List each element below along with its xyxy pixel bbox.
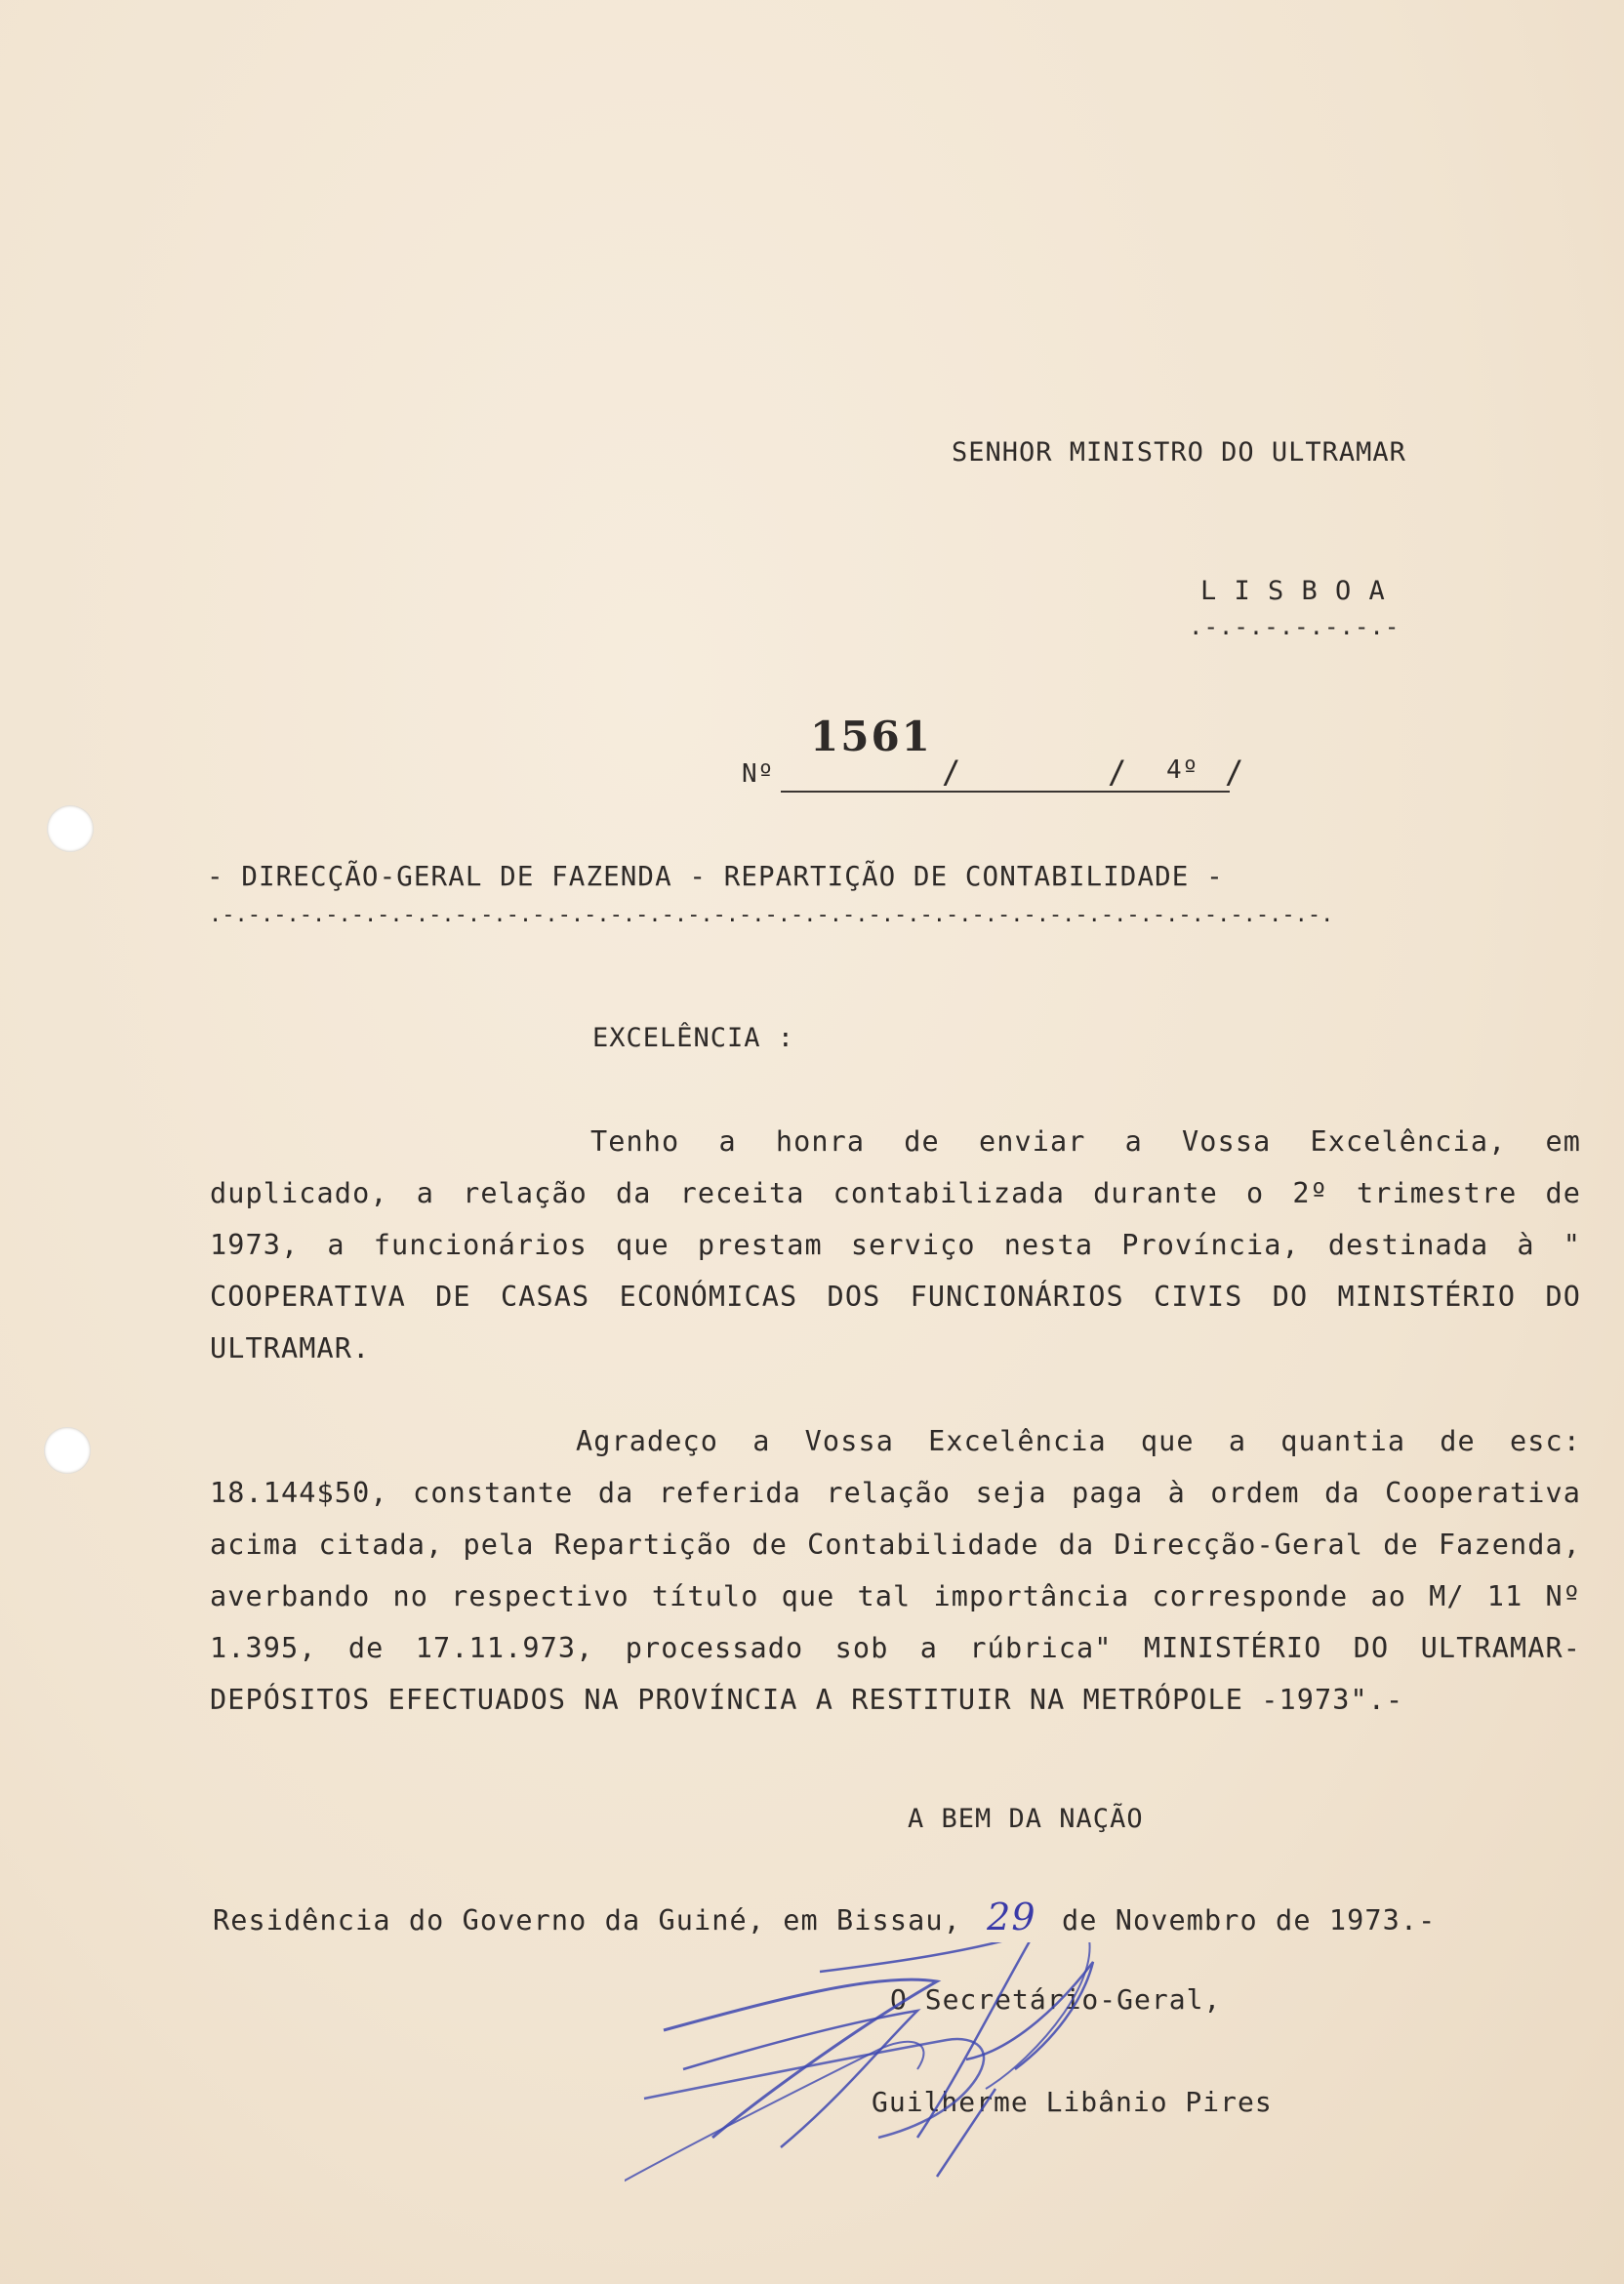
addressee: SENHOR MINISTRO DO ULTRAMAR [952,437,1406,468]
date-line [213,1896,1436,1938]
punch-hole-top [47,805,94,852]
reference-number: 1561 [810,713,932,760]
date-line-after: de Novembro de 1973.- [1061,1904,1437,1937]
closing: A BEM DA NAÇÃO [908,1804,1144,1834]
date-day-handwritten: 29 [987,1896,1036,1938]
reference-prefix: Nº [742,759,775,789]
paragraph-1 [210,1116,1581,1374]
paragraph-2-text: Agradeço a Vossa Excelência que a quantia de esc: 18.144$50, constante da referida relação seja paga à ordem da Cooperativa acima citada, pela Repartição de Contabilidade da Direcção-Geral de Fazenda, averbando no respectivo título que tal importância corresponde ao M/ 11 Nº 1.395, de 17.11.973, processado sob a rúbrica" MINISTÉRIO DO ULTRAMAR- DEPÓSITOS EFECTUADOS NA PROVÍNCIA A RESTITUIR NA METRÓPOLE -1973".- [210,1425,1581,1716]
reference-slash-2: / [1108,754,1128,791]
reference-slash-1: / [942,754,962,791]
department-underline: .-.-.-.-.-.-.-.-.-.-.-.-.-.-.-.-.-.-.-.-.-.-.-.-.-.-.-.-.-.-.-.-.-.-.-.-.-.-.-.-.-.-.-. [209,903,1334,927]
reference-slash-3: / [1225,754,1245,791]
salutation: EXCELÊNCIA : [592,1023,795,1053]
punch-hole-bottom [44,1427,91,1474]
handwritten-signature [625,1942,1171,2196]
department-heading: - DIRECÇÃO-GERAL DE FAZENDA - REPARTIÇÃO DE CONTABILIDADE - [207,861,1224,892]
date-line-before: Residência do Governo da Guiné, em Bissau, [213,1904,961,1937]
signatory-title: O Secretário-Geral, [890,1983,1222,2016]
reference-suffix: 4º [1166,755,1199,785]
reference-block [742,713,1249,800]
paragraph-1-text: Tenho a honra de enviar a Vossa Excelência, em duplicado, a relação da receita contabilizada durante o 2º trimestre de 1973, a funcionários que prestam serviço nesta Província, destinada à " COOPERATIVA DE CASAS ECONÓMICAS DOS FUNCIONÁRIOS CIVIS DO MINISTÉRIO DO ULTRAMAR. [210,1125,1581,1365]
reference-line [781,791,1230,793]
signatory-name: Guilherme Libânio Pires [872,2086,1273,2118]
city-underline: .-.-.-.-.-.-.- [1189,613,1401,640]
city: L I S B O A [1200,576,1386,606]
paragraph-2 [210,1415,1581,1726]
